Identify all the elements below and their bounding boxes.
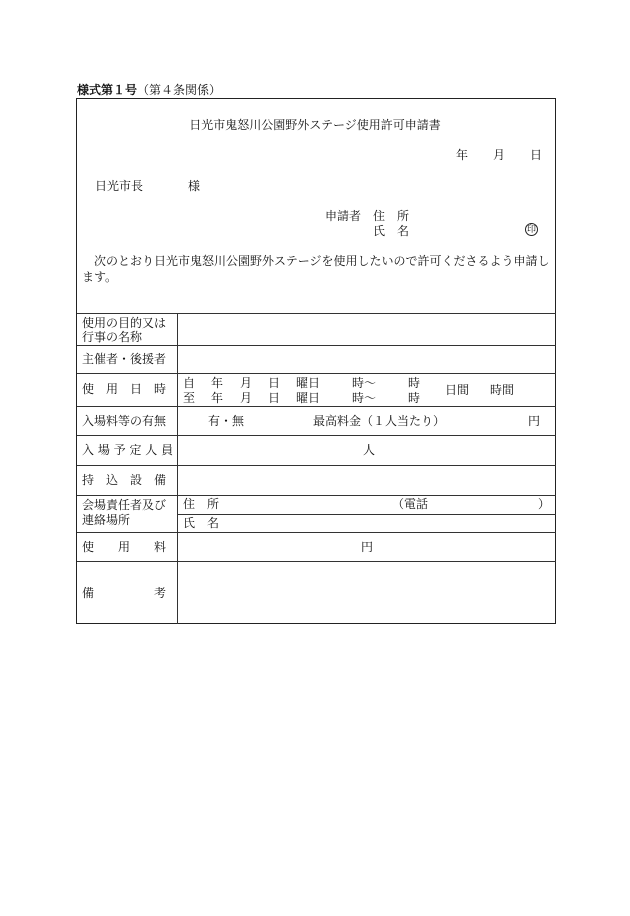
attendees-persons[interactable]: 人 xyxy=(363,443,376,457)
attendees-label: 入 場 予 定 人 員 xyxy=(82,443,174,457)
row-divider-1 xyxy=(77,345,556,346)
remarks-label: 備 考 xyxy=(82,586,167,600)
label-column-divider xyxy=(177,313,178,624)
max-fee-label: 最高料金（１人当たり） xyxy=(313,414,446,428)
use-datetime-label: 使 用 日 時 xyxy=(82,382,167,396)
to-day[interactable]: 日 xyxy=(268,391,281,405)
date-year[interactable]: 年 xyxy=(456,148,469,162)
to-weekday[interactable]: 曜日 xyxy=(296,391,321,405)
manager-phone-open[interactable]: （電話 xyxy=(392,497,429,511)
sponsor-label: 主催者・後援者 xyxy=(82,352,167,366)
date-day[interactable]: 日 xyxy=(530,148,543,162)
days-count[interactable]: 日間 xyxy=(445,383,470,397)
applicant-name-label: 氏 名 xyxy=(373,224,410,238)
equipment-label: 持 込 設 備 xyxy=(82,473,167,487)
to-prefix: 至 xyxy=(183,391,196,405)
purpose-label-line2: 行事の名称 xyxy=(82,330,143,344)
request-text: 次のとおり日光市鬼怒川公園野外ステージを使用したいので許可くださるよう申請します。 xyxy=(82,254,550,284)
addressee-honorific: 様 xyxy=(188,179,201,193)
form-title: 日光市鬼怒川公園野外ステージ使用許可申請書 xyxy=(189,118,441,132)
fee-yes-no[interactable]: 有・無 xyxy=(208,414,245,428)
hours-count[interactable]: 時間 xyxy=(490,383,515,397)
usage-fee-yen[interactable]: 円 xyxy=(361,540,374,554)
form-number xyxy=(77,84,221,96)
remarks-input[interactable] xyxy=(180,563,554,621)
form-number-article: （第４条関係） xyxy=(137,83,222,97)
from-month[interactable]: 月 xyxy=(240,376,253,390)
addressee-name: 日光市長 xyxy=(95,179,144,193)
manager-address-label: 住 所 xyxy=(183,497,220,511)
max-fee-yen[interactable]: 円 xyxy=(528,414,541,428)
to-year[interactable]: 年 xyxy=(211,391,224,405)
purpose-label-line1: 使用の目的又は xyxy=(82,316,167,330)
to-hour[interactable]: 時 xyxy=(408,391,421,405)
applicant-label: 申請者 xyxy=(325,209,362,223)
form-number-bold: 様式第１号 xyxy=(77,83,138,97)
row-divider-6 xyxy=(77,495,556,496)
row-divider-8 xyxy=(77,561,556,562)
date-month[interactable]: 月 xyxy=(493,148,506,162)
manager-label-line2: 連絡場所 xyxy=(82,513,131,527)
table-top-line xyxy=(77,313,556,314)
manager-phone-close: ） xyxy=(538,497,551,511)
to-time[interactable]: 時～ xyxy=(352,391,377,405)
row-divider-3 xyxy=(77,406,556,407)
from-day[interactable]: 日 xyxy=(268,376,281,390)
manager-name-label: 氏 名 xyxy=(183,516,220,530)
manager-inner-divider xyxy=(177,514,556,515)
to-month[interactable]: 月 xyxy=(240,391,253,405)
from-weekday[interactable]: 曜日 xyxy=(296,376,321,390)
row-divider-7 xyxy=(77,532,556,533)
equipment-input[interactable] xyxy=(180,467,554,493)
fee-label: 入場料等の有無 xyxy=(82,414,167,428)
purpose-input[interactable] xyxy=(180,315,554,343)
row-divider-2 xyxy=(77,373,556,374)
sponsor-input[interactable] xyxy=(180,347,554,371)
row-divider-4 xyxy=(77,435,556,436)
seal-mark: 印 xyxy=(526,225,536,235)
applicant-address-label: 住 所 xyxy=(373,209,410,223)
from-year[interactable]: 年 xyxy=(211,376,224,390)
from-time[interactable]: 時～ xyxy=(352,376,377,390)
usage-fee-label: 使 用 料 xyxy=(82,540,167,554)
from-prefix: 自 xyxy=(183,376,196,390)
row-divider-5 xyxy=(77,465,556,466)
from-hour[interactable]: 時 xyxy=(408,376,421,390)
manager-label-line1: 会場責任者及び xyxy=(82,498,167,512)
